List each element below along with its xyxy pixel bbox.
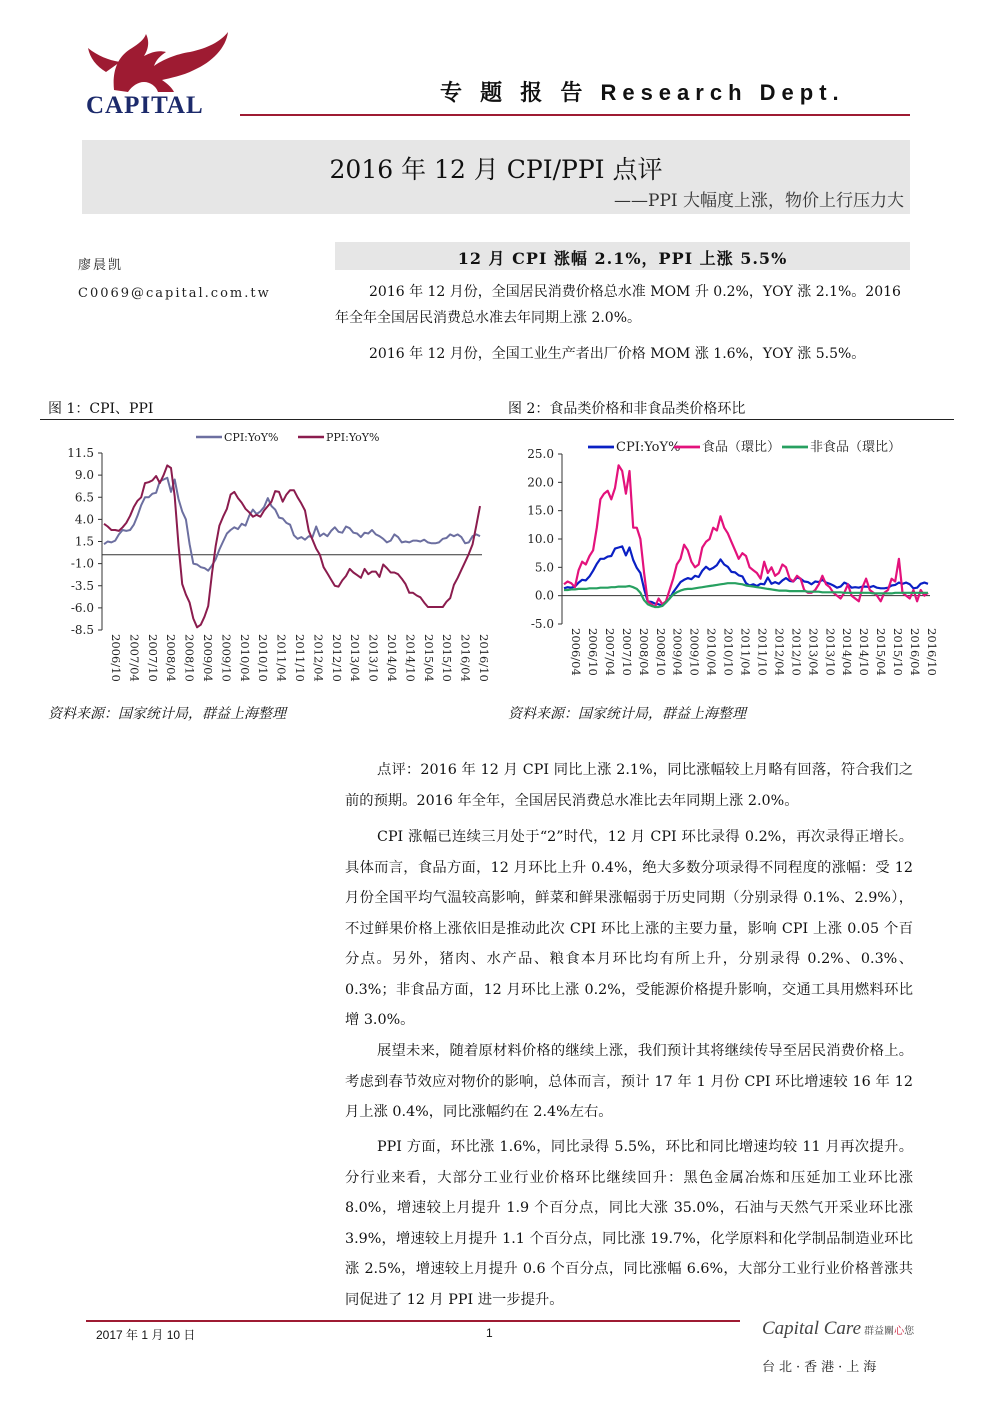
x-tick-label: 2011/10: [755, 628, 770, 676]
x-tick-label: 2008/04: [164, 634, 179, 682]
y-tick-label: -8.5: [70, 623, 94, 637]
x-tick-label: 2016/04: [908, 628, 923, 676]
y-tick-label: -5.0: [530, 617, 554, 631]
y-tick-label: -3.5: [70, 578, 94, 593]
legend-label-1: PPI:YoY%: [326, 431, 380, 444]
x-tick-label: 2013/10: [823, 628, 838, 676]
y-tick-label: 20.0: [527, 475, 554, 490]
x-tick-label: 2013/04: [806, 628, 821, 676]
x-tick-label: 2013/10: [366, 634, 381, 682]
body-paragraph-1: 点评：2016 年 12 月 CPI 同比上涨 2.1%，同比涨幅较上月略有回落，符合我们之前的预期。2016 年全年，全国居民消费总水准比去年同期上涨 2.0%。: [345, 762, 913, 809]
x-tick-label: 2016/10: [925, 628, 939, 676]
x-tick-label: 2010/10: [721, 628, 736, 676]
page-number: 1: [486, 1326, 493, 1340]
figure-1-source: 资料来源：国家统计局，群益上海整理: [48, 706, 286, 722]
x-tick-label: 2014/10: [857, 628, 872, 676]
sub-title: ——PPI 大幅度上涨，物价上行压力大: [614, 191, 904, 211]
x-tick-label: 2009/10: [687, 628, 702, 676]
x-tick-label: 2012/04: [311, 634, 326, 682]
x-tick-label: 2011/04: [738, 628, 753, 676]
figure-1-title: 图 1：CPI、PPI: [48, 401, 154, 417]
logo-wordmark: CAPITAL: [86, 92, 204, 119]
office-cities: 台北·香港·上海: [762, 1360, 881, 1375]
legend-label-1: 食品（環比）: [702, 440, 781, 455]
x-tick-label: 2009/04: [201, 634, 215, 682]
x-tick-label: 2006/04: [569, 628, 583, 676]
y-tick-label: 15.0: [527, 503, 554, 518]
y-tick-label: 11.5: [67, 446, 94, 460]
x-tick-label: 2010/10: [256, 634, 271, 682]
eagle-icon: [86, 30, 236, 94]
capital-care-wordmark: Capital Care: [762, 1318, 862, 1339]
x-tick-label: 2008/10: [182, 634, 197, 682]
summary-paragraph-1: 2016 年 12 月份，全国居民消费价格总水准 MOM 升 0.2%，YOY 涨 2.1%。2016 年全年全国居民消费总水准去年同期上涨 2.0%。: [335, 284, 901, 326]
report-type-title: 专 题 报 告 Research Dept.: [440, 80, 845, 105]
body-paragraph-3: 展望未来，随着原材料价格的继续上涨，我们预计其将继续传导至居民消费价格上。考虑到春节效应对物价的影响，总体而言，预计 17 年 1 月份 CPI 环比增速较 16 年 12 月上涨 0.4%，同比涨幅约在 2.4%左右。: [345, 1043, 913, 1120]
legend-label-0: CPI:YoY%: [616, 440, 681, 455]
main-title: 2016 年 12 月 CPI/PPI 点评: [329, 155, 663, 184]
summary-box: [335, 242, 910, 270]
tagline-text: 群益關: [864, 1326, 895, 1337]
capital-logo: [86, 30, 236, 120]
cpi-ppi-chart: [40, 424, 500, 700]
x-tick-label: 2015/04: [421, 634, 436, 682]
tagline-heart: 心: [894, 1326, 905, 1337]
x-tick-label: 2011/10: [293, 634, 307, 682]
x-tick-label: 2012/10: [329, 634, 344, 682]
x-tick-label: 2015/04: [874, 628, 889, 676]
footer-date: 2017 年 1 月 10 日: [96, 1328, 196, 1342]
x-tick-label: 2015/10: [440, 634, 455, 682]
y-tick-label: 9.0: [74, 468, 94, 483]
summary-paragraph-2: 2016 年 12 月份，全国工业生产者出厂价格 MOM 涨 1.6%，YOY 涨 5.5%。: [369, 346, 866, 362]
y-tick-label: 1.5: [74, 534, 94, 549]
figure-rule: [40, 419, 954, 420]
series-line-0: [104, 478, 480, 571]
y-tick-label: 10.0: [527, 532, 554, 546]
summary-heading: 12 月 CPI 涨幅 2.1%，PPI 上涨 5.5%: [457, 249, 788, 268]
x-tick-label: 2007/04: [127, 634, 142, 682]
x-tick-label: 2011/04: [274, 634, 289, 682]
x-tick-label: 2012/04: [772, 628, 787, 676]
x-tick-label: 2009/10: [219, 634, 234, 682]
x-tick-label: 2010/04: [237, 634, 252, 682]
author-email[interactable]: C0069@capital.com.tw: [78, 286, 271, 301]
x-tick-label: 2016/10: [477, 634, 491, 682]
figure-2-source: 资料来源：国家统计局，群益上海整理: [508, 706, 746, 722]
x-tick-label: 2013/04: [348, 634, 363, 682]
y-tick-label: 25.0: [527, 447, 554, 461]
y-tick-label: 0.0: [534, 588, 554, 603]
x-tick-label: 2008/10: [653, 628, 668, 676]
x-tick-label: 2008/04: [636, 628, 651, 676]
food-nonfood-chart: [500, 424, 950, 700]
y-tick-label: 6.5: [74, 490, 94, 505]
series-line-1: [104, 465, 480, 627]
title-box: [82, 140, 910, 214]
legend-label-2: 非食品（環比）: [810, 440, 902, 455]
figure-2-title: 图 2：食品类价格和非食品类价格环比: [508, 401, 746, 417]
y-tick-label: -6.0: [70, 600, 94, 615]
x-tick-label: 2007/04: [602, 628, 617, 676]
y-tick-label: 5.0: [534, 560, 554, 575]
x-tick-label: 2009/04: [670, 628, 685, 676]
y-tick-label: 4.0: [74, 512, 94, 527]
tagline-tail: 您: [904, 1326, 915, 1337]
footer-rule: [86, 1320, 740, 1322]
body-paragraph-4: PPI 方面，环比涨 1.6%，同比录得 5.5%，环比和同比增速均较 11 月再次提升。分行业来看，大部分工业行业价格环比继续回升：黑色金属冶炼和压延加工业环比涨 8.0%，增速较上月提升 1.9 个百分点，同比大涨 35.0%，石油与天然气开采业环比涨 3.9%，增速较上月提升 1.1 个百分点，同比涨 19.7%，化学原料和化学制品制造业环比涨 2.5%，增速较上月提升 0.6 个百分点，同比涨幅 6.6%，大部分工业行业价格普涨共同促进了 12 月 PPI 进一步提升。: [345, 1139, 913, 1308]
x-tick-label: 2014/04: [385, 634, 399, 682]
y-tick-label: -1.0: [70, 556, 94, 571]
header-rule: [240, 114, 910, 116]
x-tick-label: 2006/10: [585, 628, 600, 676]
x-tick-label: 2014/10: [403, 634, 418, 682]
capital-care-tagline: [864, 1326, 914, 1337]
x-tick-label: 2007/10: [145, 634, 160, 682]
body-paragraph-2: CPI 涨幅已连续三月处于“2”时代，12 月 CPI 环比录得 0.2%，再次录得正增长。具体而言，食品方面，12 月环比上升 0.4%，绝大多数分项录得不同程度的涨幅：受 12 月份全国平均气温较高影响，鲜菜和鲜果涨幅弱于历史同期（分别录得 0.1%、2.9%），不过鲜果价格上涨依旧是推动此次 CPI 环比上涨的主要力量，影响 CPI 上涨 0.05 个百分点。另外，猪肉、水产品、粮食本月环比均有所上升，分别录得 0.2%、0.3%、0.3%；非食品方面，12 月环比上涨 0.2%，受能源价格提升影响，交通工具用燃料环比增 3.0%。: [345, 829, 913, 1028]
x-tick-label: 2007/10: [619, 628, 634, 676]
x-tick-label: 2006/10: [109, 634, 123, 682]
author-name: 廖晨凯: [78, 258, 124, 273]
x-tick-label: 2010/04: [704, 628, 719, 676]
x-tick-label: 2015/10: [891, 628, 906, 676]
x-tick-label: 2016/04: [458, 634, 473, 682]
legend-label-0: CPI:YoY%: [224, 431, 279, 444]
x-tick-label: 2012/10: [789, 628, 804, 676]
capital-care-logo: [762, 1318, 914, 1340]
x-tick-label: 2014/04: [840, 628, 855, 676]
